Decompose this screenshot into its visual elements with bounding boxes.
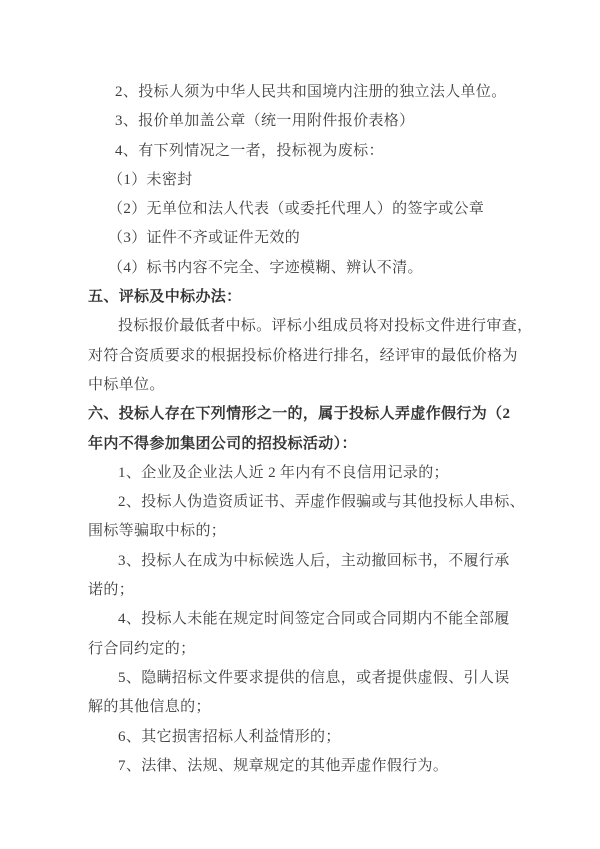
fraud-item-4-line-2: 行合同约定的； [88, 640, 196, 657]
fraud-item-2-line-1: 2、投标人伪造资质证书、弄虚作假骗或与其他投标人串标、 [118, 494, 525, 511]
list-item-4: 4、有下列情况之一者，投标视为废标： [115, 142, 384, 159]
fraud-item-1: 1、企业及企业法人近 2 年内有不良信用记录的； [118, 464, 449, 481]
section-heading-5: 五、评标及中标办法： [88, 289, 242, 306]
fraud-item-6: 6、其它损害招标人利益情形的； [118, 728, 341, 745]
fraud-item-3-line-2: 诺的； [88, 582, 135, 599]
sub-item-paren-1: （1）未密封 [108, 171, 193, 188]
paragraph-line-1: 投标报价最低者中标。评标小组成员将对投标文件进行审查， [118, 318, 533, 335]
sub-item-paren-2: （2）无单位和法人代表（或委托代理人）的签字或公章 [108, 201, 485, 218]
paragraph-line-2: 对符合资质要求的根据投标价格进行排名，经评审的最低价格为 [88, 347, 518, 364]
fraud-item-3-line-1: 3、投标人在成为中标候选人后，主动撤回标书，不履行承 [118, 552, 510, 569]
paragraph-line-3: 中标单位。 [88, 376, 165, 393]
fraud-item-5-line-1: 5、隐瞒招标文件要求提供的信息，或者提供虚假、引人误 [118, 669, 510, 686]
fraud-item-7: 7、法律、法规、规章规定的其他弄虚作假行为。 [118, 757, 449, 774]
fraud-item-5-line-2: 解的其他信息的； [88, 699, 211, 716]
section-heading-6-line-1: 六、投标人存在下列情形之一的，属于投标人弄虚作假行为（2 [88, 406, 511, 423]
fraud-item-4-line-1: 4、投标人未能在规定时间签定合同或合同期内不能全部履 [118, 611, 510, 628]
sub-item-paren-3: （3）证件不齐或证件无效的 [108, 230, 301, 247]
list-item-3: 3、报价单加盖公章（统一用附件报价表格） [115, 113, 415, 130]
fraud-item-2-line-2: 围标等骗取中标的； [88, 523, 227, 540]
list-item-2: 2、投标人须为中华人民共和国境内注册的独立法人单位。 [115, 84, 507, 100]
sub-item-paren-4: （4）标书内容不完全、字迹模糊、辨认不清。 [108, 259, 423, 276]
section-heading-6-line-2: 年内不得参加集团公司的招投标活动）： [88, 435, 357, 452]
